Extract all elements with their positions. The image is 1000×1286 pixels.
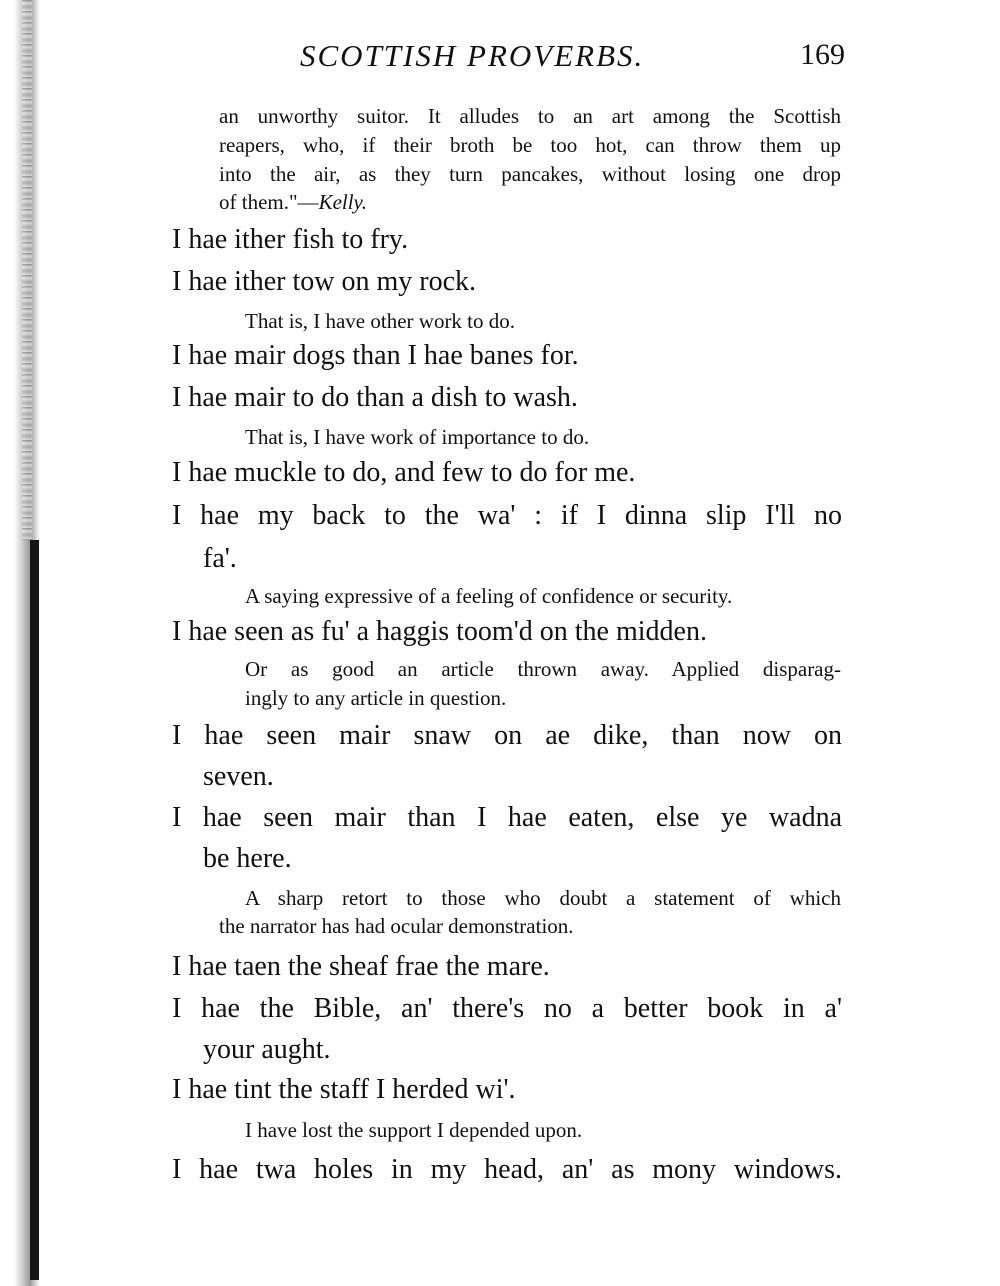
note-line: an unworthy suitor. It alludes to an art among the Scottish — [219, 104, 841, 128]
proverb: I hae the Bible, an' there's no a better book in a' — [172, 993, 842, 1024]
proverb: I hae twa holes in my head, an' as mony windows. — [172, 1154, 842, 1185]
proverb-note: That is, I have work of importance to do. — [245, 425, 590, 449]
proverb: I hae muckle to do, and few to do for me. — [172, 457, 636, 488]
proverb-note: A saying expressive of a feeling of confidence or security. — [245, 584, 733, 608]
proverb: I hae seen as fu' a haggis toom'd on the midden. — [172, 616, 707, 647]
page-number: 169 — [800, 38, 845, 71]
proverb-note: That is, I have other work to do. — [245, 309, 516, 333]
proverb: I hae my back to the wa' : if I dinna slip I'll no — [172, 500, 842, 531]
binding-speckle — [22, 0, 32, 540]
proverb: I hae ither fish to fry. — [172, 224, 409, 255]
running-title: SCOTTISH PROVERBS. — [300, 38, 645, 73]
proverb-note: the narrator has had ocular demonstration. — [219, 914, 574, 938]
proverb-continuation: fa'. — [203, 543, 237, 574]
proverb: I hae mair to do than a dish to wash. — [172, 382, 578, 413]
proverb-continuation: your aught. — [203, 1034, 331, 1065]
note-line: reapers, who, if their broth be too hot, can throw them up — [219, 133, 841, 157]
proverb-note: A sharp retort to those who doubt a statement of which — [245, 886, 841, 910]
proverb-note: ingly to any article in question. — [245, 686, 507, 710]
binding-shadow — [30, 540, 39, 1280]
proverb: I hae taen the sheaf frae the mare. — [172, 951, 550, 982]
proverb: I hae seen mair than I hae eaten, else ye wadna — [172, 802, 842, 833]
page-header — [300, 38, 845, 78]
proverb-note: I have lost the support I depended upon. — [245, 1118, 583, 1142]
note-line — [219, 190, 367, 215]
proverb: I hae ither tow on my rock. — [172, 266, 477, 297]
proverb: I hae seen mair snaw on ae dike, than now on — [172, 720, 842, 751]
proverb-note: Or as good an article thrown away. Applied disparag- — [245, 657, 841, 681]
proverb-continuation: seven. — [203, 761, 274, 792]
proverb: I hae tint the staff I herded wi'. — [172, 1074, 516, 1105]
attribution: Kelly. — [318, 190, 367, 214]
proverb-continuation: be here. — [203, 843, 292, 874]
note-line: into the air, as they turn pancakes, without losing one drop — [219, 162, 841, 186]
proverb: I hae mair dogs than I hae banes for. — [172, 340, 579, 371]
note-text: of them."— — [219, 190, 319, 214]
